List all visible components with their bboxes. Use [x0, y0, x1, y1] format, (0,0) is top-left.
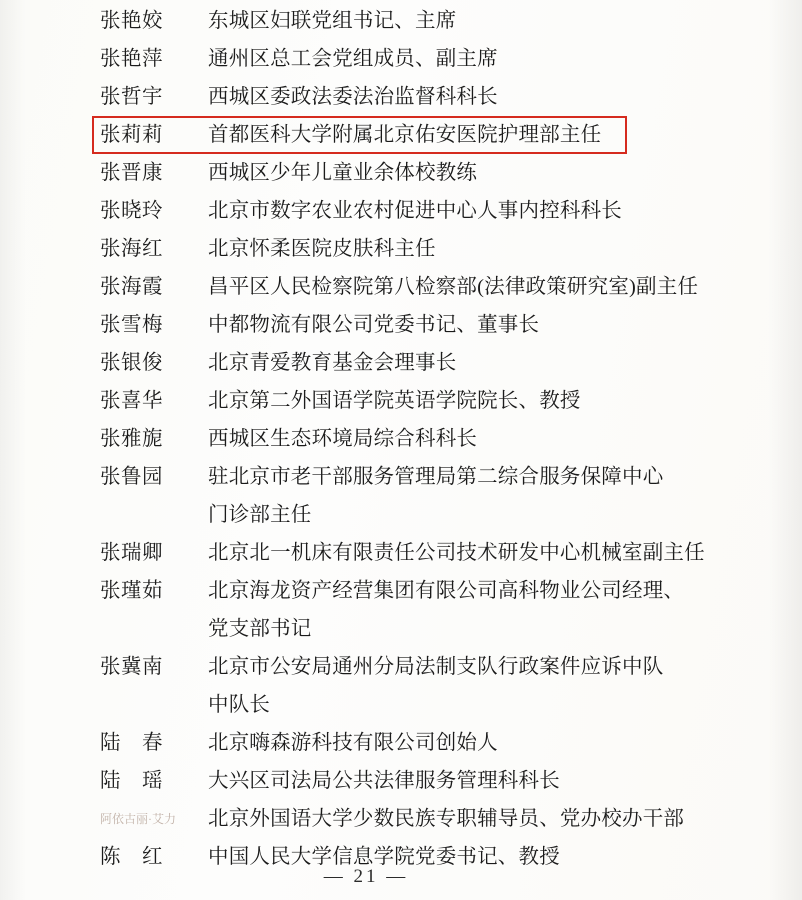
list-item [0, 458, 802, 534]
person-name: 张雪梅 [100, 314, 163, 336]
person-name: 陆 春 [100, 732, 163, 754]
list-item [0, 724, 802, 762]
person-title: 北京外国语大学少数民族专职辅导员、党办校办干部 [208, 808, 685, 830]
person-title: 北京青爱教育基金会理事长 [208, 352, 457, 374]
list-item [0, 192, 802, 230]
person-name: 张晋康 [100, 162, 163, 184]
person-title: 中国人民大学信息学院党委书记、教授 [208, 846, 560, 868]
person-name: 张雅旎 [100, 428, 163, 450]
person-title: 西城区委政法委法治监督科科长 [208, 86, 498, 108]
person-name: 张银俊 [100, 352, 163, 374]
list-item [0, 572, 802, 648]
page-number: — 21 — [323, 866, 409, 887]
person-title: 首都医科大学附属北京佑安医院护理部主任 [208, 124, 602, 146]
person-title: 通州区总工会党组成员、副主席 [208, 48, 498, 70]
person-name: 张艳姣 [100, 10, 163, 32]
person-title: 东城区妇联党组书记、主席 [208, 10, 457, 32]
person-name: 张鲁园 [100, 466, 163, 488]
person-title: 北京嗨森游科技有限公司创始人 [208, 732, 498, 754]
person-name: 张海红 [100, 238, 163, 260]
person-title: 北京第二外国语学院英语学院院长、教授 [208, 390, 581, 412]
person-title: 中都物流有限公司党委书记、董事长 [208, 314, 540, 336]
person-name: 张喜华 [100, 390, 163, 412]
person-name: 阿依古丽·艾力 [100, 812, 176, 826]
person-name: 陆 瑶 [100, 770, 163, 792]
person-name: 张莉莉 [100, 124, 163, 146]
list-item [0, 344, 802, 382]
list-item [0, 230, 802, 268]
person-name: 张瑾茹 [100, 580, 163, 602]
person-title-line2: 中队长 [208, 694, 271, 716]
list-item [0, 382, 802, 420]
person-title: 昌平区人民检察院第八检察部(法律政策研究室)副主任 [208, 276, 699, 298]
person-name: 张哲宇 [100, 86, 163, 108]
person-title-line1: 北京海龙资产经营集团有限公司高科物业公司经理、 [208, 580, 685, 602]
list-item [0, 534, 802, 572]
person-title-line1: 驻北京市老干部服务管理局第二综合服务保障中心 [208, 466, 664, 488]
list-item [0, 78, 802, 116]
person-name: 张冀南 [100, 656, 163, 678]
person-title: 西城区少年儿童业余体校教练 [208, 162, 478, 184]
person-title [208, 648, 802, 724]
person-title-line2: 门诊部主任 [208, 504, 312, 526]
person-name: 张海霞 [100, 276, 163, 298]
person-name: 张晓玲 [100, 200, 163, 222]
list-item [0, 2, 802, 40]
person-title-line2: 党支部书记 [208, 618, 312, 640]
person-name: 张瑞卿 [100, 542, 163, 564]
list-item [0, 268, 802, 306]
person-title [208, 458, 802, 534]
list-item [0, 800, 802, 838]
person-title: 大兴区司法局公共法律服务管理科科长 [208, 770, 560, 792]
person-name: 陈 红 [100, 846, 163, 868]
list-item-highlighted [0, 116, 802, 154]
list-item [0, 154, 802, 192]
list-item [0, 762, 802, 800]
person-name: 张艳萍 [100, 48, 163, 70]
person-title: 西城区生态环境局综合科科长 [208, 428, 478, 450]
person-title-line1: 北京市公安局通州分局法制支队行政案件应诉中队 [208, 656, 664, 678]
list-item [0, 648, 802, 724]
person-title: 北京怀柔医院皮肤科主任 [208, 238, 436, 260]
list-item [0, 420, 802, 458]
person-title [208, 572, 802, 648]
person-title: 北京北一机床有限责任公司技术研发中心机械室副主任 [208, 542, 705, 564]
list-item [0, 306, 802, 344]
person-title: 北京市数字农业农村促进中心人事内控科科长 [208, 200, 622, 222]
list-item [0, 40, 802, 78]
